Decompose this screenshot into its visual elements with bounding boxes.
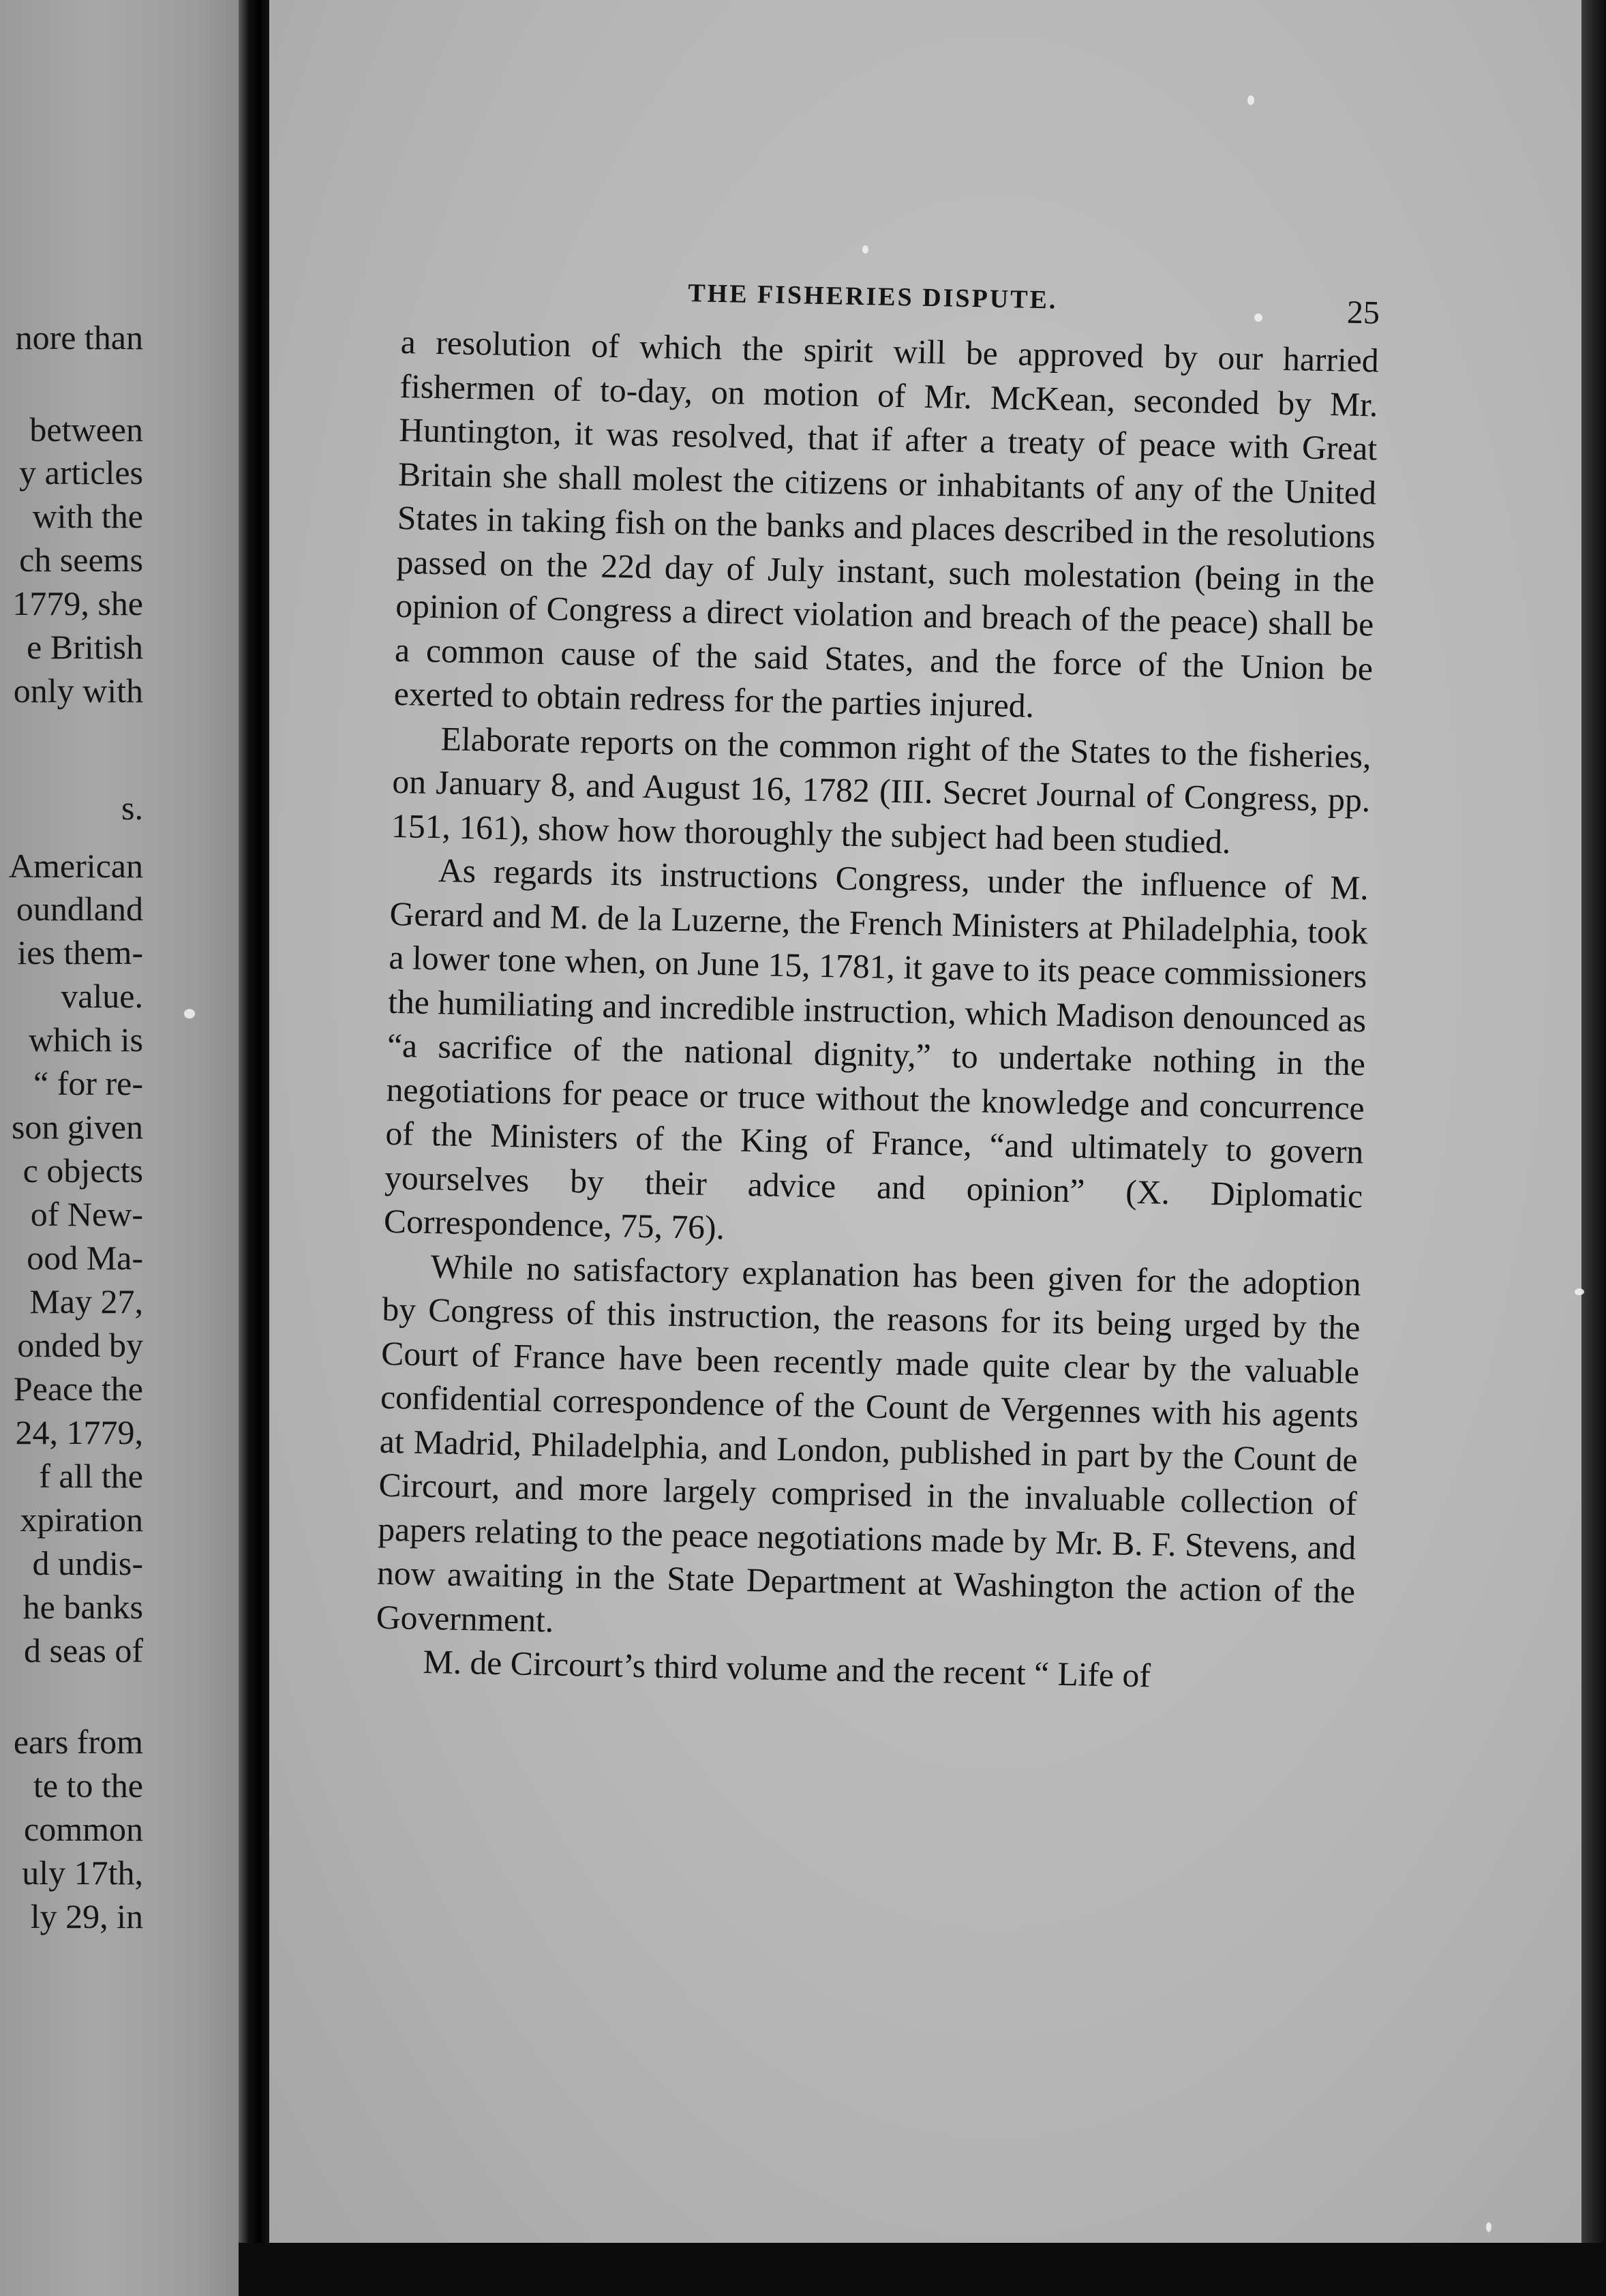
- previous-page-line: d seas of: [24, 1631, 143, 1670]
- previous-page-line: ly 29, in: [30, 1897, 143, 1935]
- page-right-edge: [1581, 0, 1606, 2296]
- page-text-block: [375, 266, 1380, 1702]
- previous-page-line: ies them-: [17, 933, 143, 971]
- previous-page-line: d undis-: [32, 1544, 143, 1582]
- previous-page-line: e British: [27, 628, 143, 666]
- dust-speck: [1247, 95, 1254, 105]
- previous-page-line: 1779, she: [12, 584, 143, 622]
- previous-page-line: onded by: [17, 1326, 143, 1364]
- dust-speck: [184, 1009, 195, 1018]
- previous-page-line: te to the: [33, 1766, 143, 1804]
- dust-speck: [1254, 314, 1262, 322]
- previous-page-line: only with: [13, 671, 143, 710]
- dust-speck: [862, 245, 868, 254]
- paragraph-3: As regards its instructions Congress, under the influence of M. Gerard and M. de la Luzerne, the French Ministers at Philadelphia, took a lower tone when, on June 15, 1781, it gave to its peace commissioners the humiliating and incredible instruction, which Madison denounced as “a sacrifice of the national dignity,” to undertake nothing in the negotiations for peace or truce without the knowledge and concurrence of the Ministers of the King of France, “and ultimately to govern yourselves by their advice and opinion” (X. Diplomatic Correspondence, 75, 76).: [383, 851, 1369, 1247]
- previous-page-line: between: [29, 410, 143, 449]
- previous-page-line: f all the: [39, 1457, 143, 1495]
- previous-page-line: y articles: [19, 453, 143, 492]
- previous-page-line: c objects: [22, 1151, 143, 1190]
- previous-page-line: s.: [121, 789, 143, 827]
- previous-page-line: oundland: [16, 890, 143, 928]
- book-gutter: [239, 0, 273, 2296]
- previous-page-line: which is: [28, 1021, 143, 1059]
- paragraph-4: While no satisfactory explanation has been given for the adoption by Congress of this instruction, the reasons for its being urged by the Court of France have been recently made quite clear by the valuable confidential correspondence of the Count de Vergennes with his agents at Madrid, Philadelphia, and London, published in part by the Count de Circourt, and more largely comprised in the invaluable collection of papers relating to the peace negotiations made by Mr. B. F. Stevens, and now awaiting in the State Department at Washington the action of the Government.: [376, 1247, 1362, 1640]
- previous-page-line: ears from: [13, 1723, 143, 1761]
- previous-page-line: value.: [61, 977, 143, 1015]
- previous-page-line: ch seems: [19, 541, 143, 579]
- previous-page-line: xpiration: [20, 1500, 143, 1539]
- previous-page-line: Peace the: [13, 1370, 143, 1408]
- previous-page-line: uly 17th,: [22, 1854, 143, 1892]
- previous-page-line: May 27,: [29, 1282, 143, 1320]
- previous-page-line: “ for re-: [33, 1064, 143, 1102]
- paragraph-5: M. de Circourt’s third volume and the recent “ Life of: [423, 1642, 1151, 1695]
- previous-page-line: American: [8, 847, 143, 885]
- previous-page-line: with the: [32, 497, 143, 535]
- previous-page-line: son given: [11, 1108, 143, 1146]
- previous-page-line: he banks: [22, 1588, 143, 1626]
- previous-page-line: of New-: [30, 1195, 143, 1233]
- paragraph-2: Elaborate reports on the common right of the States to the fisheries, on January 8, and August 16, 1782 (III. Secret Journal of Congress, pp. 151, 161), show how thoroughly the subject had been studied.: [391, 719, 1372, 860]
- dust-speck: [1575, 1288, 1584, 1295]
- running-title: THE FISHERIES DISPUTE.: [687, 279, 1058, 315]
- previous-page-text: [0, 0, 245, 2296]
- previous-page-fragment: [0, 0, 245, 2296]
- dust-speck: [1486, 2222, 1491, 2232]
- previous-page-line: nore than: [15, 318, 143, 357]
- paragraph-1: a resolution of which the spirit will be approved by our harried fishermen of to-day, on motion of Mr. McKean, seconded by Mr. Huntington, it was resolved, that if after a treaty of peace with Great Britain she shall molest the citizens or inhabitants of any of the United States in taking fish on the banks and places described in the resolutions passed on the 22d day of July instant, such molestation (being in the opinion of Congress a direct violation and breach of the peace) shall be a common cause of the said States, and the force of the Union be exerted to obtain redress for the parties injured.: [393, 322, 1380, 725]
- previous-page-line: 24, 1779,: [15, 1413, 143, 1451]
- page-number: 25: [1346, 294, 1380, 331]
- previous-page-line: ood Ma-: [27, 1239, 143, 1277]
- previous-page-line: common: [24, 1810, 143, 1848]
- page-bottom-edge: [239, 2243, 1606, 2296]
